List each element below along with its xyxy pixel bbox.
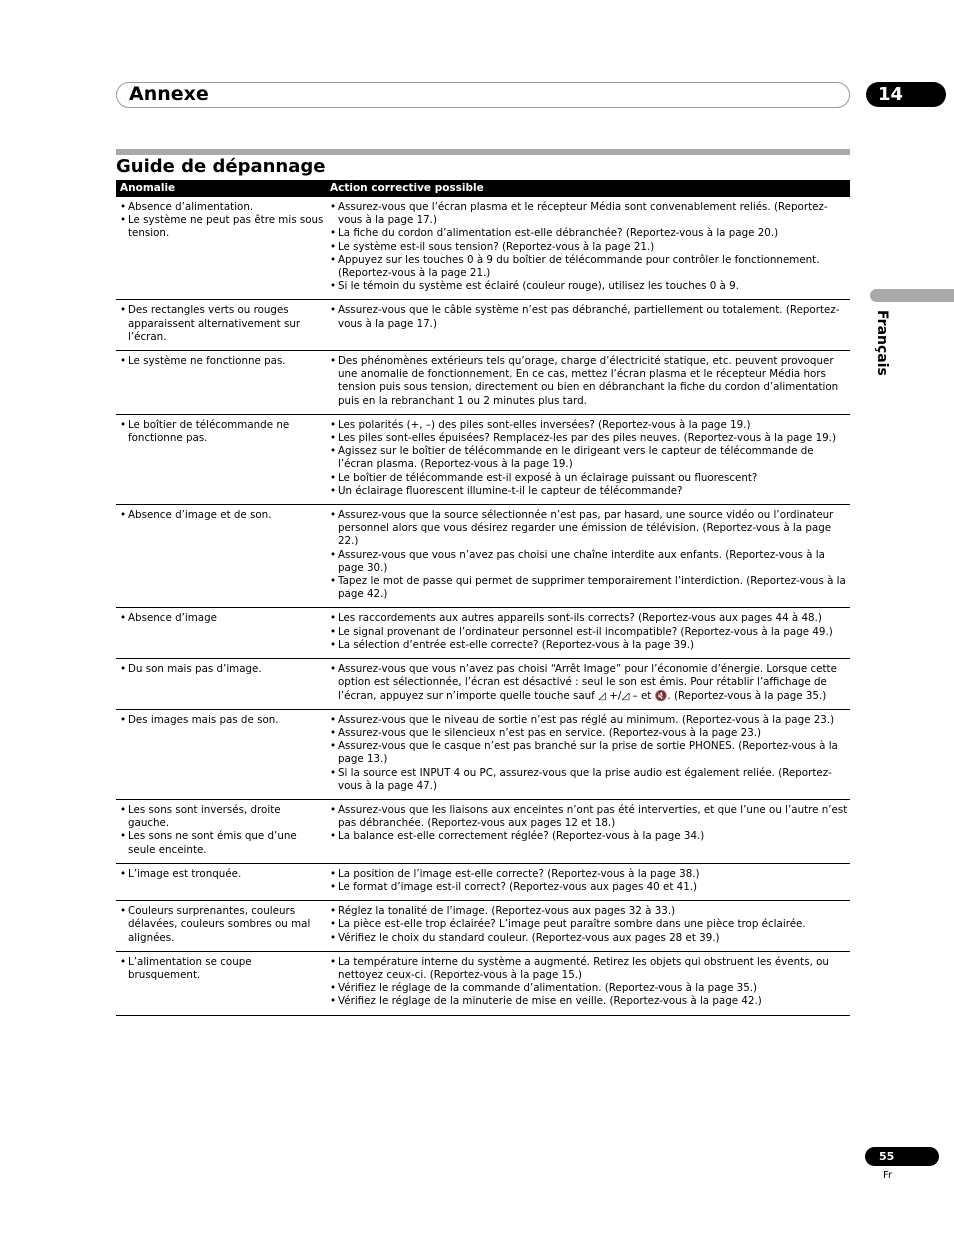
action-item: • Le signal provenant de l’ordinateur personnel est-il incompatible? (Reportez-vous à la page 49.) [328,626,848,639]
problem-list [118,868,324,881]
action-item: • Assurez-vous que les liaisons aux enceintes n’ont pas été interverties, et que l’une ou l’autre n’est pas débranchée. (Reportez-vous aux pages 12 et 18.) [328,804,848,830]
problem-item: • Les sons ne sont émis que d’une seule enceinte. [118,830,324,856]
problem-item: • Absence d’image [118,612,324,625]
action-list [328,304,848,330]
table-row [116,951,850,1015]
problem-list [118,419,324,445]
action-list [328,419,848,498]
table-row [116,659,850,710]
action-item: • Assurez-vous que l’écran plasma et le récepteur Média sont convenablement reliés. (Reportez-vous à la page 17.) [328,201,848,227]
problem-cell [116,505,326,608]
problem-cell [116,799,326,863]
table-row [116,863,850,900]
action-item: • Agissez sur le boîtier de télécommande en le dirigeant vers le capteur de télécommande de l’écran plasma. (Reportez-vous à la page 19.) [328,445,848,471]
action-item: • Les piles sont-elles épuisées? Remplacez-les par des piles neuves. (Reportez-vous à la page 19.) [328,432,848,445]
table-body [116,197,850,1015]
problem-item: • Couleurs surprenantes, couleurs délavées, couleurs sombres ou mal alignées. [118,905,324,945]
action-item: • Si le témoin du système est éclairé (couleur rouge), utilisez les touches 0 à 9. [328,280,848,293]
action-cell [326,197,850,300]
table-header-row [116,180,850,197]
problem-cell [116,351,326,415]
problem-item: • Les sons sont inversés, droite gauche. [118,804,324,830]
action-list [328,868,848,894]
action-cell [326,709,850,799]
problem-item: • Le système ne fonctionne pas. [118,355,324,368]
chapter-number: 14 [878,84,904,105]
action-item: • La température interne du système a augmenté. Retirez les objets qui obstruent les évents, ou nettoyez ceux-ci. (Reportez-vous à la page 15.) [328,956,848,982]
action-list [328,355,848,408]
table-row [116,608,850,659]
action-item: • Assurez-vous que le silencieux n’est pas en service. (Reportez-vous à la page 23.) [328,727,848,740]
language-tab-label: Français [874,310,890,376]
problem-list [118,905,324,945]
action-cell [326,505,850,608]
action-item: • Réglez la tonalité de l’image. (Reportez-vous aux pages 32 à 33.) [328,905,848,918]
problem-item: • Le boîtier de télécommande ne fonctionne pas. [118,419,324,445]
action-cell [326,300,850,351]
troubleshooting-table [116,180,850,1016]
chapter-number-badge [866,82,946,107]
problem-cell [116,863,326,900]
problem-cell [116,709,326,799]
action-list [328,804,848,844]
action-cell [326,901,850,952]
table-row [116,799,850,863]
action-item: • La position de l’image est-elle correcte? (Reportez-vous à la page 38.) [328,868,848,881]
action-list [328,509,848,601]
table-row [116,351,850,415]
action-item: • Vérifiez le réglage de la minuterie de mise en veille. (Reportez-vous à la page 42.) [328,995,848,1008]
page-number: 55 [879,1150,895,1163]
problem-cell [116,951,326,1015]
action-item: • Vérifiez le réglage de la commande d’alimentation. (Reportez-vous à la page 35.) [328,982,848,995]
action-item: • Assurez-vous que le câble système n’est pas débranché, partiellement ou totalement. (Reportez-vous à la page 17.) [328,304,848,330]
action-item: • Un éclairage fluorescent illumine-t-il le capteur de télécommande? [328,485,848,498]
action-cell [326,659,850,710]
language-tab-marker [870,289,954,302]
action-item: • Assurez-vous que vous n’avez pas choisi “Arrêt Image” pour l’économie d’énergie. Lorsque cette option est sélectionnée, l’écran est désactivé : seul le son est émis. Pour rétablir l’affichage de l’écran, appuyez sur n’importe quelle touche sauf ◿ +/◿ – et 🔇. (Reportez-vous à la page 35.) [328,663,848,703]
action-item: • La fiche du cordon d’alimentation est-elle débranchée? (Reportez-vous à la page 20.) [328,227,848,240]
action-item: • Des phénomènes extérieurs tels qu’orage, charge d’électricité statique, etc. peuvent provoquer une anomalie de fonctionnement. En ce cas, mettez l’écran plasma et le récepteur Média hors tension puis sous tension, directement ou bien en débranchant la fiche du cordon d’alimentation puis en la rebranchant 1 ou 2 minutes plus tard. [328,355,848,408]
action-list [328,956,848,1009]
problem-item: • Du son mais pas d’image. [118,663,324,676]
chapter-header-bar [116,82,850,108]
table-row [116,901,850,952]
action-cell [326,414,850,504]
action-item: • La balance est-elle correctement réglée? (Reportez-vous à la page 34.) [328,830,848,843]
problem-item: • L’alimentation se coupe brusquement. [118,956,324,982]
action-item: • Les polarités (+, –) des piles sont-elles inversées? (Reportez-vous à la page 19.) [328,419,848,432]
table-row [116,709,850,799]
action-item: • Le système est-il sous tension? (Reportez-vous à la page 21.) [328,241,848,254]
action-item: • Assurez-vous que vous n’avez pas choisi une chaîne interdite aux enfants. (Reportez-vous à la page 30.) [328,549,848,575]
action-item: • Assurez-vous que la source sélectionnée n’est pas, par hasard, une source vidéo ou l’ordinateur personnel alors que vous désirez regarder une émission de télévision. (Reportez-vous à la page 22.) [328,509,848,549]
table-row [116,197,850,300]
action-item: • Vérifiez le choix du standard couleur. (Reportez-vous aux pages 28 et 39.) [328,932,848,945]
action-item: • La pièce est-elle trop éclairée? L’image peut paraître sombre dans une pièce trop éclairée. [328,918,848,931]
problem-item: • Absence d’alimentation. [118,201,324,214]
table-row [116,300,850,351]
action-cell [326,608,850,659]
page-number-badge [865,1147,939,1166]
action-list [328,612,848,652]
problem-list [118,714,324,727]
problem-cell [116,414,326,504]
action-cell [326,351,850,415]
table-row [116,505,850,608]
problem-cell [116,300,326,351]
action-item: • Appuyez sur les touches 0 à 9 du boîtier de télécommande pour contrôler le fonctionnement. (Reportez-vous à la page 21.) [328,254,848,280]
problem-cell [116,659,326,710]
problem-cell [116,901,326,952]
action-item: • Si la source est INPUT 4 ou PC, assurez-vous que la prise audio est également reliée. (Reportez-vous à la page 47.) [328,767,848,793]
problem-item: • Des rectangles verts ou rouges apparaissent alternativement sur l’écran. [118,304,324,344]
action-cell [326,799,850,863]
problem-list [118,663,324,676]
action-list [328,663,848,703]
problem-list [118,304,324,344]
action-item: • Le format d’image est-il correct? (Reportez-vous aux pages 40 et 41.) [328,881,848,894]
action-item: • Le boîtier de télécommande est-il exposé à un éclairage puissant ou fluorescent? [328,472,848,485]
problem-cell [116,197,326,300]
problem-list [118,201,324,241]
table-row [116,414,850,504]
problem-list [118,612,324,625]
page-language-code: Fr [883,1170,893,1181]
problem-item: • Des images mais pas de son. [118,714,324,727]
action-item: • La sélection d’entrée est-elle correcte? (Reportez-vous à la page 39.) [328,639,848,652]
problem-list [118,355,324,368]
section-title: Guide de dépannage [116,156,326,177]
action-cell [326,951,850,1015]
action-list [328,905,848,945]
column-header-action: Action corrective possible [326,180,850,197]
problem-item: • Le système ne peut pas être mis sous tension. [118,214,324,240]
action-item: • Assurez-vous que le casque n’est pas branché sur la prise de sortie PHONES. (Reportez-vous à la page 13.) [328,740,848,766]
chapter-title: Annexe [129,83,209,105]
problem-list [118,956,324,982]
problem-list [118,804,324,857]
problem-cell [116,608,326,659]
action-list [328,201,848,293]
problem-item: • Absence d’image et de son. [118,509,324,522]
action-cell [326,863,850,900]
column-header-problem: Anomalie [116,180,326,197]
action-item: • Les raccordements aux autres appareils sont-ils corrects? (Reportez-vous aux pages 44 à 48.) [328,612,848,625]
action-item: • Tapez le mot de passe qui permet de supprimer temporairement l’interdiction. (Reportez-vous à la page 42.) [328,575,848,601]
problem-item: • L’image est tronquée. [118,868,324,881]
action-list [328,714,848,793]
action-item: • Assurez-vous que le niveau de sortie n’est pas réglé au minimum. (Reportez-vous à la page 23.) [328,714,848,727]
problem-list [118,509,324,522]
